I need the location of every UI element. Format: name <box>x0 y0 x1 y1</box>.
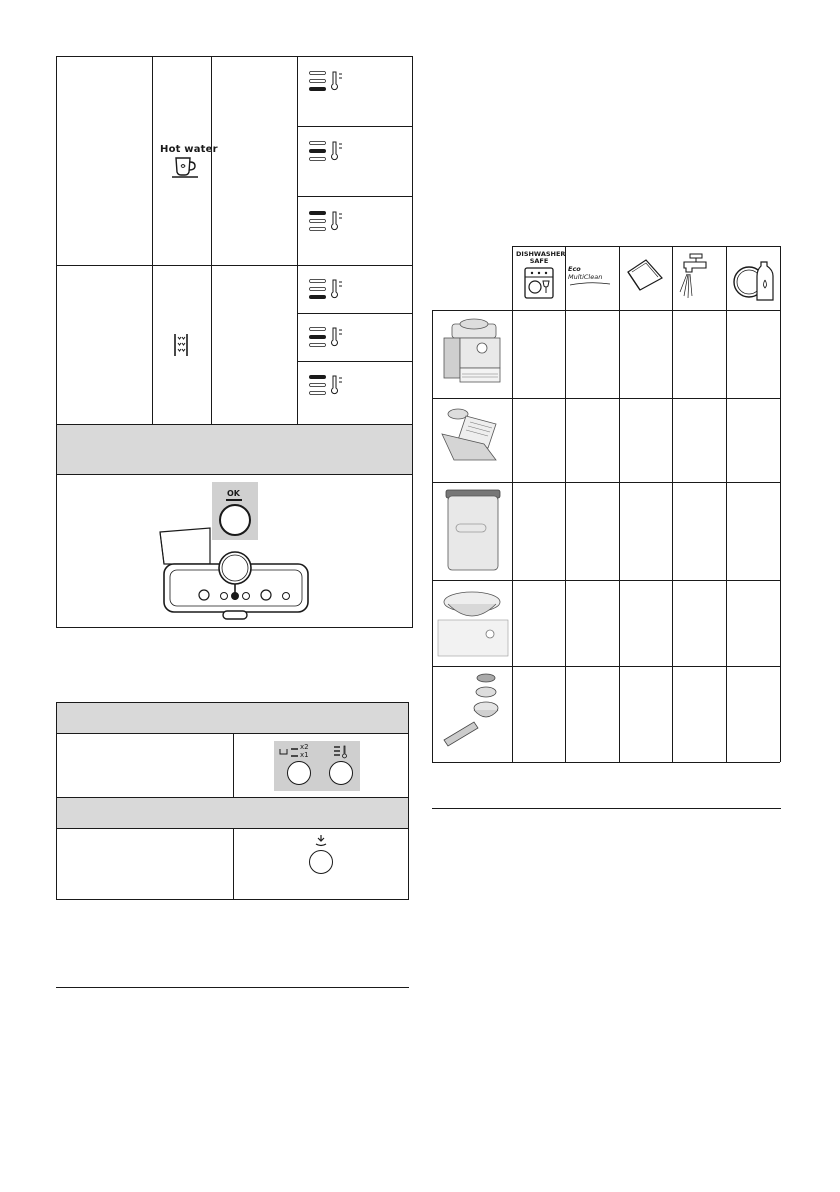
steam-icon <box>174 334 188 356</box>
cup-size-button[interactable] <box>287 761 311 785</box>
temperature-level-indicator <box>309 70 349 94</box>
machine-panel-illustration <box>150 480 320 625</box>
cup-size-x2: x2 <box>300 743 309 751</box>
cup-size-x1: x1 <box>300 751 309 759</box>
ok-button-label: OK <box>227 489 240 498</box>
drip-tray-image <box>436 404 510 470</box>
detergent-icon <box>731 254 777 304</box>
dispense-button[interactable] <box>309 850 333 874</box>
appliance-body-image <box>436 316 510 390</box>
temperature-level-indicator <box>309 278 349 302</box>
water-tank-image <box>440 486 506 574</box>
temperature-level-indicator <box>309 210 349 234</box>
dishwasher-safe-icon: DISHWASHER SAFE <box>516 251 562 303</box>
hot-water-label: Hot water <box>160 144 218 155</box>
section-rule-right <box>432 808 781 809</box>
cloth-icon <box>624 258 664 292</box>
multiclean-icon: Eco MultiClean <box>568 265 612 287</box>
temperature-level-indicator <box>309 140 349 164</box>
hot-water-cup-icon <box>170 156 200 180</box>
ok-button[interactable] <box>219 504 251 536</box>
temperature-level-indicator <box>309 374 349 398</box>
temperature-level-indicator <box>309 326 349 350</box>
tap-water-icon <box>676 252 716 302</box>
section-rule-left <box>56 987 409 988</box>
coffee-outlet-icon <box>315 835 327 847</box>
temperature-icon <box>334 745 348 759</box>
note-band <box>57 425 412 474</box>
bean-container-image <box>434 584 510 660</box>
cup-size-icon <box>279 745 319 759</box>
temperature-button[interactable] <box>329 761 353 785</box>
portafilter-image <box>436 670 510 760</box>
